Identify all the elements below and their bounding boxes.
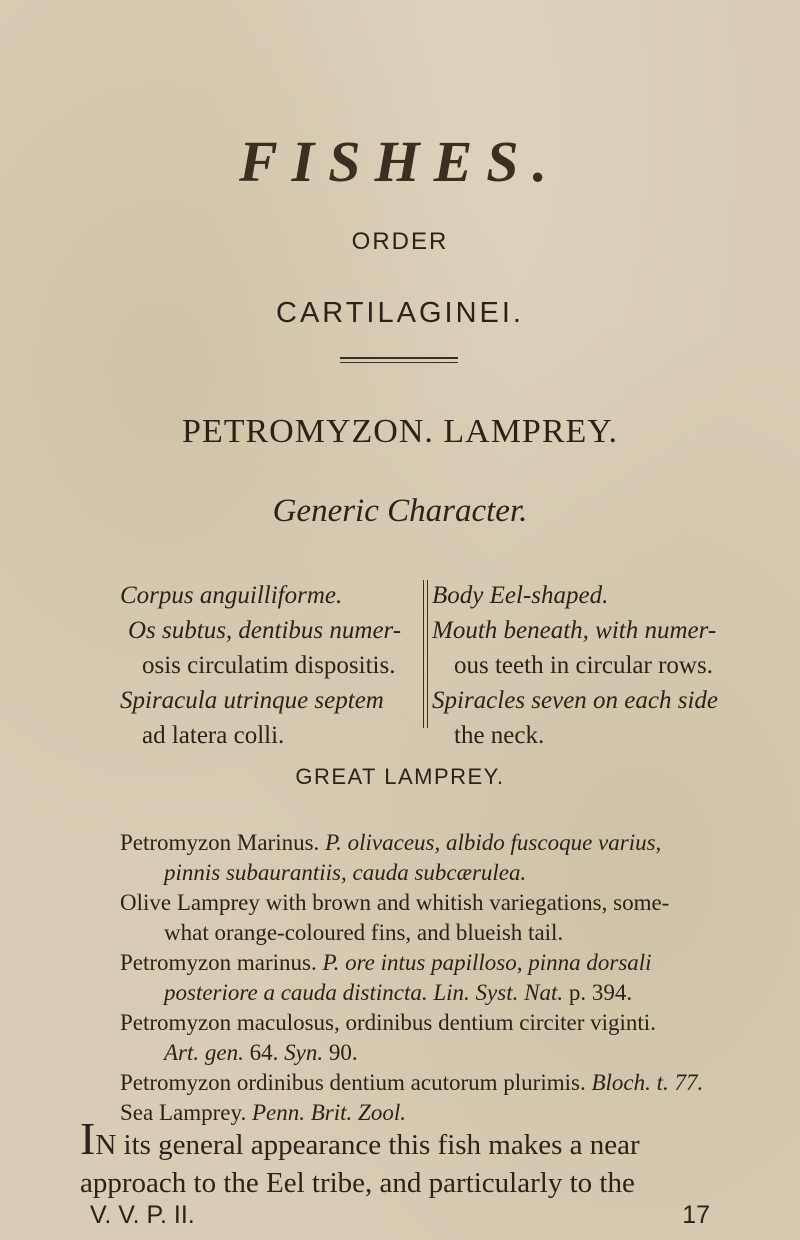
synonymy-entry: Petromyzon maculosus, ordinibus dentium circiter viginti. (120, 1010, 656, 1035)
genus-heading: PETROMYZON. LAMPREY. (182, 413, 618, 450)
synonymy-entry: Petromyzon Marinus. P. olivaceus, albido fuscoque varius, (120, 830, 662, 855)
order-name: CARTILAGINEI. (276, 297, 524, 329)
synonymy-entry-cont: posteriore a cauda distincta. Lin. Syst. Nat. p. 394. (164, 980, 633, 1005)
english-line: Spiracles seven on each side (432, 687, 719, 714)
english-line: Mouth beneath, with numer- (432, 617, 717, 644)
synonymy-entry: Petromyzon marinus. P. ore intus papilloso, pinna dorsali (120, 950, 652, 975)
volume-mark: V. V. P. II. (90, 1201, 195, 1229)
synonymy-block (120, 828, 760, 1128)
body-line: IN its general appearance this fish makes a near (80, 1113, 640, 1164)
synonymy-entry: Petromyzon ordinibus dentium acutorum plurimis. Bloch. t. 77. (120, 1070, 704, 1095)
english-line: ous teeth in circular rows. (454, 652, 713, 679)
english-character-column (432, 578, 762, 753)
drop-cap: I (80, 1113, 96, 1164)
synonymy-entry-cont: what orange-coloured fins, and blueish tail. (164, 920, 564, 945)
latin-line: osis circulatim dispositis. (142, 652, 396, 679)
latin-line: Corpus anguilliforme. (120, 582, 343, 609)
body-line: approach to the Eel tribe, and particularly to the (80, 1167, 635, 1199)
body-paragraph (80, 1113, 760, 1202)
signature-mark: 17 (682, 1201, 710, 1229)
column-divider (427, 580, 428, 728)
order-label: ORDER (351, 228, 449, 255)
english-line: Body Eel-shaped. (432, 582, 609, 609)
synonymy-entry: Sea Lamprey. Penn. Brit. Zool. (120, 1100, 406, 1125)
synonymy-entry: Olive Lamprey with brown and whitish variegations, some- (120, 890, 670, 915)
page-footer (90, 1201, 710, 1230)
title-rule (340, 357, 458, 359)
page-title: FISHES. (238, 129, 562, 194)
latin-character-column (120, 578, 420, 753)
generic-character-heading: Generic Character. (272, 493, 528, 529)
synonymy-entry-cont: pinnis subaurantiis, cauda subcærulea. (164, 860, 527, 885)
latin-line: ad latera colli. (142, 722, 285, 749)
title-rule-thin (340, 362, 458, 363)
latin-line: Os subtus, dentibus numer- (128, 617, 402, 644)
english-line: the neck. (454, 722, 545, 749)
species-heading: GREAT LAMPREY. (295, 764, 505, 789)
synonymy-entry-cont: Art. gen. 64. Syn. 90. (164, 1040, 358, 1065)
latin-line: Spiracula utrinque septem (120, 687, 384, 714)
column-divider (423, 580, 424, 728)
